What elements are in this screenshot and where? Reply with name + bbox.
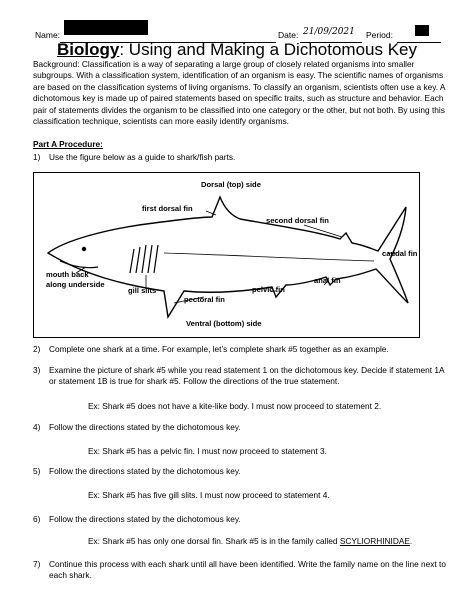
period-label: Period: — [366, 30, 393, 40]
example-6-family: SCYLIORHINIDAE — [339, 536, 410, 546]
mouth-label-line2: along underside — [46, 280, 105, 289]
pectoral-fin-label: pectoral fin — [184, 295, 225, 304]
example-4: Ex: Shark #5 has a pelvic fin. I must now proceed to statement 3. — [88, 446, 327, 456]
shark-diagram — [33, 172, 420, 338]
step-number: 6) — [33, 514, 41, 524]
example-6-prefix: Ex: Shark #5 has only one dorsal fin. Shark #5 is in the family called — [88, 536, 340, 546]
example-5: Ex: Shark #5 has five gill slits. I must now proceed to statement 4. — [88, 490, 330, 500]
background-paragraph: Background: Classification is a way of separating a large group of closely related organisms into smaller subgroups. With a classification system, identification of an organism is easy. The scientific names of organisms are based on the classification systems of living organisms. To classify an organism, scientists often use a key. A dichotomous key is made up of paired statements based on specific traits, such as structure and behavior. Each pair of statements divides the organism to be classified into one category or the other, but not both. By using this classification technique, scientists can more easily identify organisms. — [33, 59, 445, 127]
shark-drawing — [34, 173, 421, 339]
step-text: Follow the directions stated by the dichotomous key. — [49, 514, 241, 524]
shark-eye — [82, 247, 86, 251]
page-title — [0, 40, 474, 60]
example-6 — [88, 536, 458, 547]
gill-slits-label: gill slits — [128, 286, 157, 295]
example-6-suffix: . — [409, 536, 413, 546]
title-rest: : Using and Making a Dichotomous Key — [119, 40, 417, 59]
anal-fin-label: anal fin — [314, 276, 341, 285]
name-label: Name: — [35, 30, 61, 40]
second-dorsal-fin-label: second dorsal fin — [266, 216, 329, 225]
example-3: Ex: Shark #5 does not have a kite-like body. I must now proceed to statement 2. — [88, 401, 382, 411]
period-redaction — [415, 25, 429, 36]
mouth-label-line1: mouth back — [46, 270, 89, 279]
name-redaction — [64, 20, 148, 35]
step-text: Follow the directions stated by the dichotomous key. — [49, 466, 241, 476]
step-number: 3) — [33, 365, 41, 375]
step-text: Continue this process with each shark until all have been identified. Write the family name on the line next to each shark. — [49, 559, 446, 581]
step-number: 5) — [33, 466, 41, 476]
step-number: 1) — [33, 152, 41, 162]
caudal-fin-label: caudal fin — [382, 249, 418, 258]
date-label: Date: — [278, 30, 299, 40]
step-text: Examine the picture of shark #5 while you read statement 1 on the dichotomous key. Decide if statement 1A or statement 1B is true for shark #5. Follow the directions of the true statement. — [49, 365, 445, 387]
step-text: Use the figure below as a guide to shark/fish parts. — [49, 152, 236, 162]
step-text: Follow the directions stated by the dichotomous key. — [49, 422, 241, 432]
step-number: 4) — [33, 422, 41, 432]
pelvic-fin-label: pelvic fin — [252, 285, 285, 294]
date-value: 21/09/2021 — [303, 27, 355, 37]
title-subject: Biology — [57, 40, 120, 59]
step-text: Complete one shark at a time. For example, let’s complete shark #5 together as an example. — [49, 344, 389, 354]
part-a-heading: Part A Procedure: — [33, 139, 103, 149]
shark-body — [48, 197, 408, 317]
first-dorsal-fin-label: first dorsal fin — [142, 204, 193, 213]
dorsal-side-label: Dorsal (top) side — [201, 180, 261, 189]
step-number: 2) — [33, 344, 41, 354]
step-number: 7) — [33, 559, 41, 569]
ventral-side-label: Ventral (bottom) side — [186, 319, 262, 328]
